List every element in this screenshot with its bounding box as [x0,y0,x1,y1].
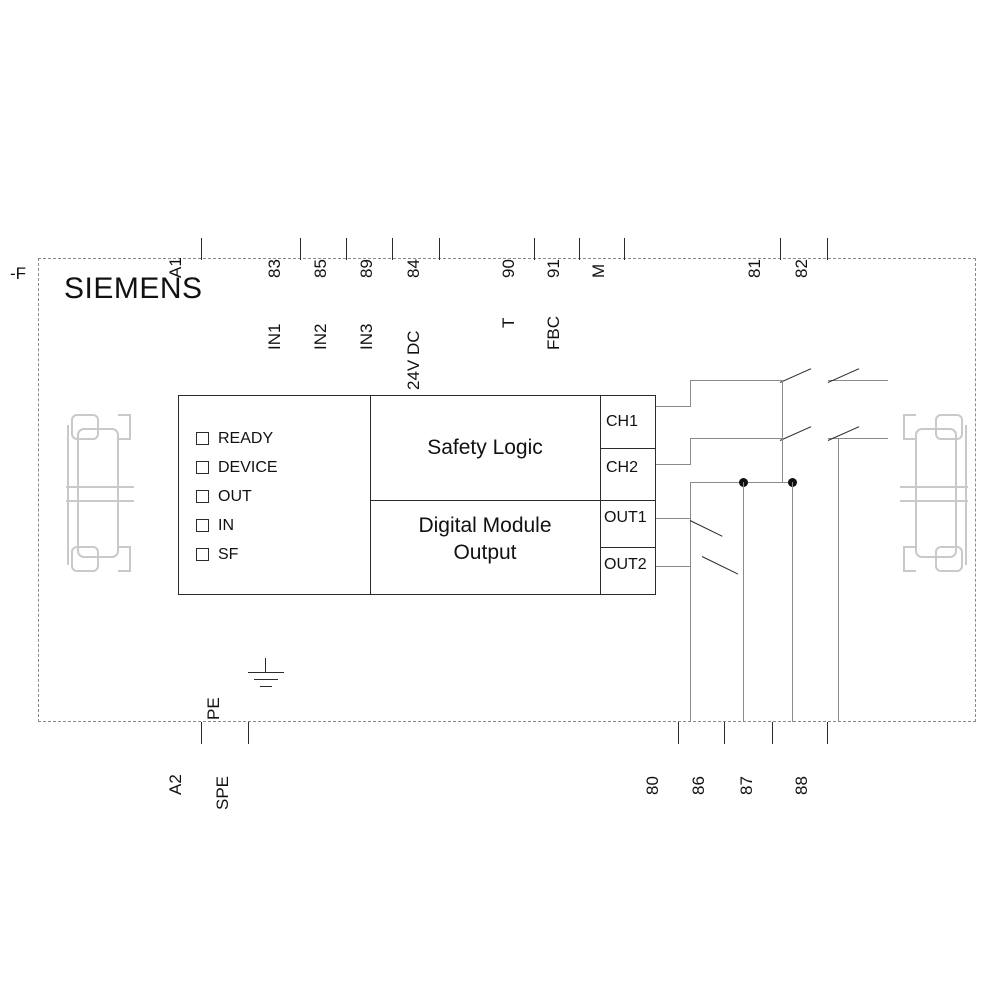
wire-out2-h [656,566,690,567]
terminal-clamp-left-icon [64,405,136,585]
channel-row-divider-1 [600,448,656,449]
earth-ground-icon [248,658,284,692]
safety-logic-label: Safety Logic [427,436,543,459]
led-indicator-icon [196,461,209,474]
led-row-in [196,511,356,540]
terminal-number-m: M [589,263,608,278]
terminal-stub-a1 [201,238,202,260]
wire-81-82-top [828,380,888,381]
wire-ch1-h2 [690,380,782,381]
pe-label: PE [204,697,223,720]
terminal-number-84: 84 [404,259,423,278]
led-row-ready [196,424,356,453]
brand-label: SIEMENS [64,272,203,305]
terminal-stub-m [624,238,625,260]
terminal-stub-80 [678,722,679,744]
terminal-number-a2: A2 [166,774,185,795]
terminal-name-in2: IN2 [311,323,330,350]
wire-drop-80 [690,482,691,722]
terminal-number-83: 83 [265,259,284,278]
terminal-number-91: 91 [544,259,563,278]
terminal-stub-83 [300,238,301,260]
channel-label-ch2: CH2 [606,459,639,476]
led-indicator-icon [196,519,209,532]
terminal-number-88: 88 [792,776,811,795]
channel-label-out2: OUT2 [604,556,647,573]
wire-drop-81-stem [782,380,783,482]
wire-ch2-h1 [656,464,690,465]
wire-drop-86 [743,482,744,722]
wire-ch2-v [690,438,691,465]
led-indicator-icon [196,490,209,503]
terminal-number-87: 87 [737,776,756,795]
channel-label-out1: OUT1 [604,509,647,526]
led-indicator-icon [196,548,209,561]
terminal-number-82: 82 [792,259,811,278]
terminal-number-spe: SPE [213,775,232,810]
terminal-name-fbc: FBC [544,316,563,350]
terminal-name-in3: IN3 [357,323,376,350]
led-label-in: IN [218,516,234,534]
terminal-stub-84 [439,238,440,260]
terminal-name-in1: IN1 [265,323,284,350]
device-designation: -F [10,264,27,283]
terminal-clamp-right-icon [898,405,970,585]
channel-row-divider-3 [600,547,656,548]
terminal-stub-91 [579,238,580,260]
terminal-number-85: 85 [311,259,330,278]
wire-ch1-v [690,380,691,407]
terminal-number-80: 80 [643,776,662,795]
terminal-number-89: 89 [357,259,376,278]
terminal-number-a1: A1 [166,257,185,278]
channel-column-divider [600,395,601,595]
digital-module-output-label-line2: Output [453,541,517,565]
terminal-stub-89 [392,238,393,260]
led-indicator-icon [196,432,209,445]
led-label-out: OUT [218,487,252,505]
terminal-number-81: 81 [745,259,764,278]
digital-module-output-label-line1: Digital Module [418,514,552,537]
channel-row-divider-2 [600,500,656,501]
terminal-stub-a2 [201,722,202,744]
terminal-number-90: 90 [499,259,518,278]
led-row-sf [196,540,356,569]
wire-ch2-h2 [690,438,782,439]
terminal-stub-88 [827,722,828,744]
terminal-stub-85 [346,238,347,260]
terminal-name-24vdc: 24V DC [404,330,423,390]
terminal-stub-82 [827,238,828,260]
terminal-stub-90 [534,238,535,260]
wire-out1-h [656,518,690,519]
terminal-stub-86 [724,722,725,744]
terminal-number-86: 86 [689,776,708,795]
led-label-sf: SF [218,545,239,563]
led-label-device: DEVICE [218,458,278,476]
terminal-stub-81 [780,238,781,260]
led-row-out [196,482,356,511]
terminal-stub-87 [772,722,773,744]
led-label-ready: READY [218,429,274,447]
wire-ch2-right [828,438,888,439]
wire-drop-87 [792,482,793,722]
terminal-name-t: T [499,317,518,328]
led-row-device [196,453,356,482]
channel-label-ch1: CH1 [606,413,639,430]
wire-ch1-h1 [656,406,690,407]
terminal-stub-spe [248,722,249,744]
status-led-list [196,424,356,569]
wire-drop-88 [838,438,839,722]
